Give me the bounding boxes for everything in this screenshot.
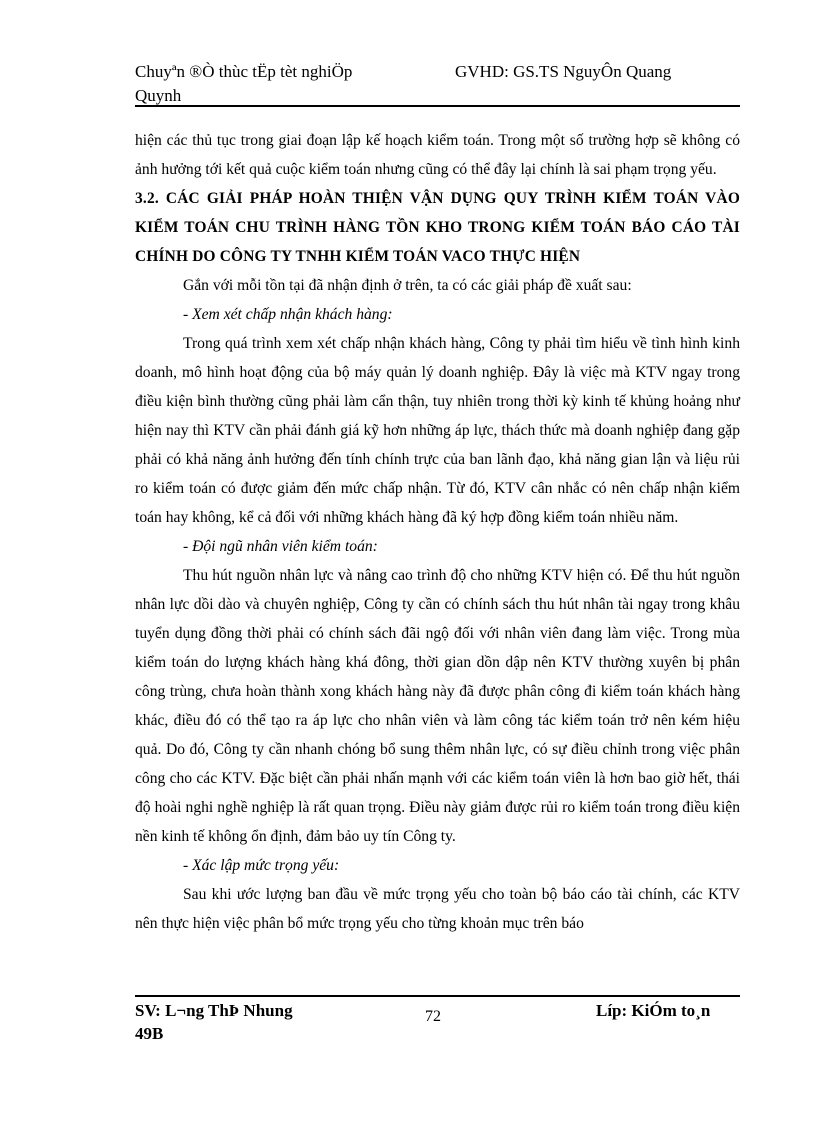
paragraph-audit-staff: Thu hút nguồn nhân lực và nâng cao trình độ cho những KTV hiện có. Để thu hút nguồn nhân lực dồi dào và chuyên nghiệp, Công ty cần có chính sách thu hút nhân tài ngay trong khâu tuyển dụng đồng thời phải có chính sách đãi ngộ đối với nhân viên đang làm việc. Trong mùa kiểm toán do lượng khách hàng khá đông, thời gian dồn dập nên KTV thường xuyên bị phân công trùng, chưa hoàn thành xong khách hàng này đã được phân công đi kiểm toán khách hàng khác, điều đó có thể tạo ra áp lực cho nhân viên và làm công tác kiểm toán trở nên kém hiệu quả. Do đó, Công ty cần nhanh chóng bổ sung thêm nhân lực, có sự điều chỉnh trong việc phân công cho các KTV. Đặc biệt cần phải nhấn mạnh với các kiểm toán viên là hơn bao giờ hết, thái độ hoài nghi nghề nghiệp là rất quan trọng. Điều này giảm được rủi ro kiểm toán trong điều kiện nền kinh tế không ổn định, đảm bảo uy tín Công ty. — [135, 567, 740, 845]
paragraph-continuation: hiện các thủ tục trong giai đoạn lập kế hoạch kiểm toán. Trong một số trường hợp sẽ không có ảnh hưởng tới kết quả cuộc kiểm toán nhưng cũng có thể đây lại chính là sai phạm trọng yếu. — [135, 132, 740, 178]
paragraph-client-acceptance: Trong quá trình xem xét chấp nhận khách hàng, Công ty phải tìm hiểu về tình hình kinh doanh, mô hình hoạt động của bộ máy quản lý doanh nghiệp. Đây là việc mà KTV ngay trong điều kiện bình thường cũng phải làm cẩn thận, tuy nhiên trong thời kỳ kinh tế khủng hoảng như hiện nay thì KTV cần phải đánh giá kỹ hơn những áp lực, thách thức mà doanh nghiệp đang gặp phải có khả năng ảnh hưởng đến tính chính trực của ban lãnh đạo, khả năng gian lận và liệu rủi ro kiểm toán có được giảm đến mức chấp nhận. Từ đó, KTV cân nhắc có nên chấp nhận kiểm toán hay không, kể cả đối với những khách hàng đã ký hợp đồng kiểm toán nhiều năm. — [135, 335, 740, 526]
page-number: 72 — [425, 1008, 441, 1025]
footer-student — [135, 999, 293, 1045]
footer-student-line1: SV: L¬ng ThÞ Nhung — [135, 1001, 293, 1020]
section-heading: 3.2. CÁC GIẢI PHÁP HOÀN THIỆN VẬN DỤNG QUY TRÌNH KIỂM TOÁN VÀO KIỂM TOÁN CHU TRÌNH HÀNG TỒN KHO TRONG KIỂM TOÁN BÁO CÁO TÀI CHÍNH DO CÔNG TY TNHH KIỂM TOÁN VACO THỰC HIỆN — [135, 190, 740, 265]
header-title-line1: Chuyªn ®Ò thùc tËp tèt nghiÖp — [135, 62, 353, 81]
subheading-audit-staff: - Đội ngũ nhân viên kiểm toán: — [183, 538, 378, 555]
subheading-materiality: - Xác lập mức trọng yếu: — [183, 857, 340, 874]
subheading-client-acceptance: - Xem xét chấp nhận khách hàng: — [183, 306, 393, 323]
document-body — [135, 126, 740, 938]
footer-student-line2: 49B — [135, 1024, 164, 1043]
header-divider — [135, 105, 740, 107]
footer-divider — [135, 995, 740, 997]
footer-class: Líp: KiÓm to¸n — [596, 1001, 711, 1020]
header-title — [135, 60, 352, 108]
paragraph-materiality: Sau khi ước lượng ban đầu về mức trọng yếu cho toàn bộ báo cáo tài chính, các KTV nên thực hiện việc phân bổ mức trọng yếu cho từng khoản mục trên báo — [135, 886, 740, 932]
header-title-line2: Quynh — [135, 86, 182, 105]
intro-paragraph: Gắn với mỗi tồn tại đã nhận định ở trên, ta có các giải pháp đề xuất sau: — [183, 277, 632, 294]
page-header — [135, 58, 740, 108]
header-advisor: GVHD: GS.TS NguyÔn Quang — [455, 62, 672, 81]
